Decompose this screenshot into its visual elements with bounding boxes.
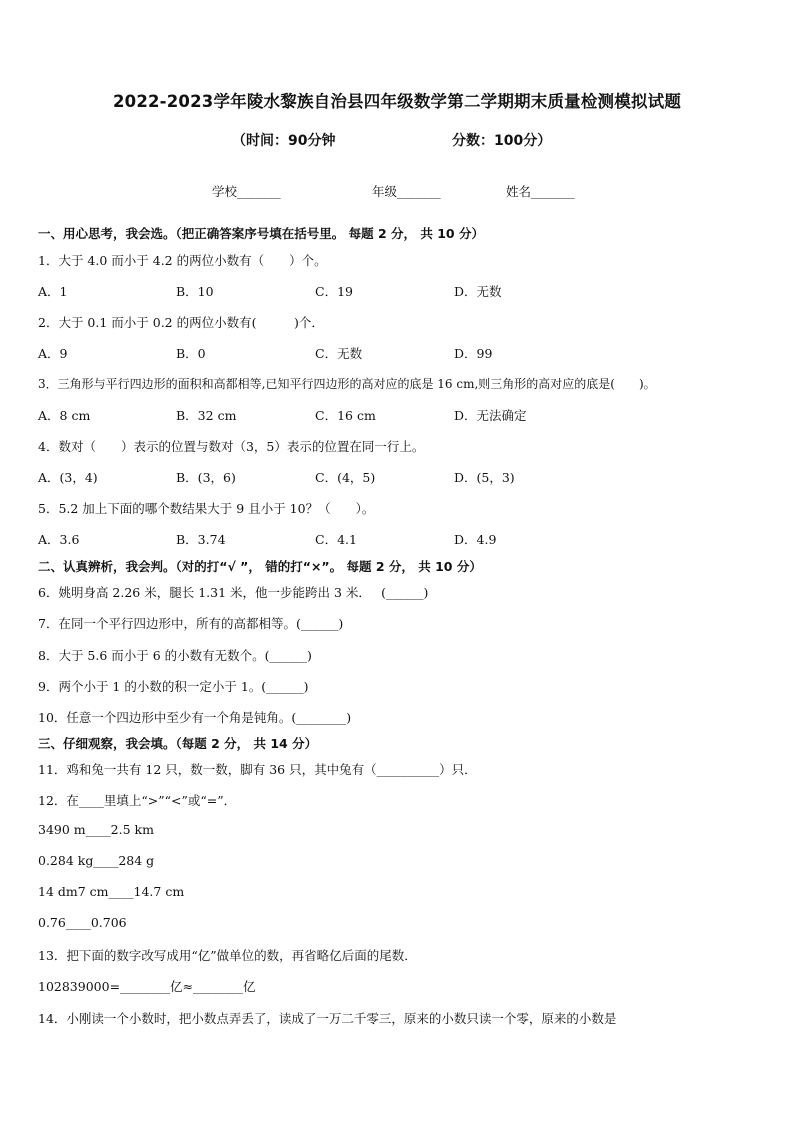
question-9: 9．两个小于 1 的小数的积一定小于 1。(______)	[38, 679, 309, 694]
q5-option-a: A．3.6	[38, 532, 80, 547]
question-13: 13．把下面的数字改写成用“亿”做单位的数，再省略亿后面的尾数．	[38, 948, 417, 963]
question-6: 6．姚明身高 2.26 米，腿长 1.31 米，他一步能跨出 3 米． (______)	[38, 585, 429, 600]
exam-score: 分数：100分）	[452, 133, 552, 149]
question-1: 1．大于 4.0 而小于 4.2 的两位小数有（ ）个。	[38, 253, 327, 268]
q13-blank: 102839000=________亿≈________亿	[38, 979, 256, 994]
section3-heading: 三、仔细观察，我会填。（每题 2 分， 共 14 分）	[38, 736, 318, 751]
section2-heading: 二、认真辨析，我会判。（对的打“√ ”， 错的打“×”。 每题 2 分， 共 10 分）	[38, 559, 482, 574]
q3-option-a: A．8 cm	[38, 408, 91, 423]
question-5: 5．5.2 加上下面的哪个数结果大于 9 且小于 10？（ ）。	[38, 501, 375, 516]
q1-option-c: C．19	[315, 284, 353, 299]
question-7: 7．在同一个平行四边形中，所有的高都相等。(______)	[38, 616, 344, 631]
q12-item-2: 0.284 kg____284 g	[38, 853, 155, 868]
q4-option-b: B．(3，6)	[176, 470, 236, 485]
q1-option-a: A．1	[38, 284, 68, 299]
q12-item-1: 3490 m____2.5 km	[38, 822, 154, 837]
q5-option-c: C．4.1	[315, 532, 357, 547]
q4-option-d: D．(5，3)	[454, 470, 515, 485]
q2-option-a: A．9	[38, 346, 68, 361]
school-field: 学校_______	[212, 184, 281, 199]
q12-item-4: 0.76____0.706	[38, 915, 127, 930]
q3-option-c: C．16 cm	[315, 408, 376, 423]
grade-field: 年级_______	[372, 184, 441, 199]
q5-option-d: D．4.9	[454, 532, 497, 547]
page-title: 2022-2023学年陵水黎族自治县四年级数学第二学期期末质量检测模拟试题	[112, 92, 682, 111]
question-11: 11．鸡和兔一共有 12 只，数一数，脚有 36 只，其中兔有（__________）只．	[38, 762, 477, 777]
question-2: 2．大于 0.1 而小于 0.2 的两位小数有( )个．	[38, 315, 324, 330]
q2-option-b: B．0	[176, 346, 206, 361]
exam-time: （时间：90分钟	[232, 133, 336, 149]
question-4: 4．数对（ ）表示的位置与数对（3，5）表示的位置在同一行上。	[38, 439, 425, 454]
question-10: 10．任意一个四边形中至少有一个角是钝角。(________)	[38, 710, 352, 725]
q4-option-a: A．(3，4)	[38, 470, 98, 485]
question-14: 14．小刚读一个小数时，把小数点弄丢了，读成了一万二千零三，原来的小数只读一个零，原来的小数是	[38, 1011, 617, 1026]
question-12: 12．在____里填上“>”“<”或“=”．	[38, 793, 237, 808]
question-8: 8．大于 5.6 而小于 6 的小数有无数个。(______)	[38, 648, 312, 663]
q2-option-d: D．99	[454, 346, 493, 361]
q4-option-c: C．(4，5)	[315, 470, 376, 485]
name-field: 姓名_______	[506, 184, 575, 199]
q1-option-b: B．10	[176, 284, 214, 299]
q3-option-d: D．无法确定	[454, 408, 527, 423]
q1-option-d: D．无数	[454, 284, 502, 299]
question-3: 3．三角形与平行四边形的面积和高都相等,已知平行四边形的高对应的底是 16 cm,则三角形的高对应的底是( )。	[38, 377, 656, 391]
q5-option-b: B．3.74	[176, 532, 226, 547]
q12-item-3: 14 dm7 cm____14.7 cm	[38, 884, 185, 899]
section1-heading: 一、用心思考，我会选。（把正确答案序号填在括号里。 每题 2 分， 共 10 分）	[38, 226, 484, 241]
q3-option-b: B．32 cm	[176, 408, 237, 423]
q2-option-c: C．无数	[315, 346, 363, 361]
